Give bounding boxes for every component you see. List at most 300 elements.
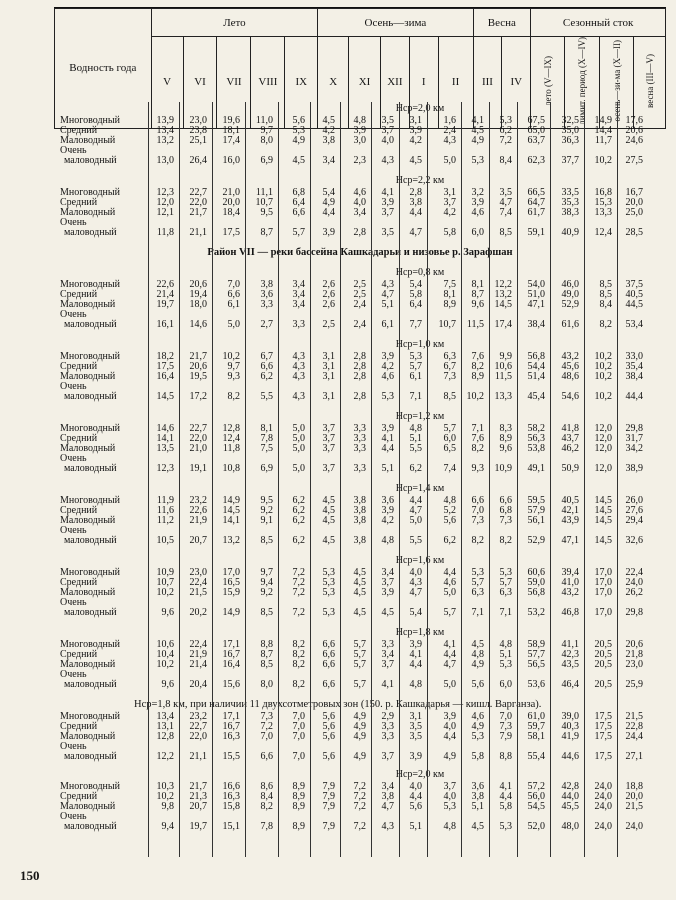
table-cell: 7,1 [409,391,422,402]
table-row [54,228,666,238]
table-row [54,536,666,546]
seasonal-col-label: осень—зи-ма (X—II) [611,40,622,122]
table-cell: 7,0 [260,731,273,742]
table-cell: 4,3 [292,371,305,382]
table-cell: 5,2 [443,505,456,516]
table-cell: 6,1 [381,319,394,330]
table-cell: 6,6 [322,649,335,660]
table-cell: 8,9 [292,801,305,812]
row-label: Средний [60,125,98,136]
table-cell: 4,5 [353,567,366,578]
table-cell: 29,8 [625,423,643,434]
table-cell: 3,6 [471,781,484,792]
header-month: VII [217,37,251,129]
table-cell: 13,0 [156,155,174,166]
table-section [54,102,666,174]
row-label: Многоводный [60,187,120,198]
table-cell: 21,0 [189,443,207,454]
table-cell: 25,1 [189,135,207,146]
table-cell: 9,6 [471,299,484,310]
header-month: IX [285,37,318,129]
table-cell: 9,5 [260,207,273,218]
table-cell: 2,4 [443,125,456,136]
table-cell: 3,7 [381,659,394,670]
table-cell: 53,8 [527,443,545,454]
table-cell: 16,0 [222,155,240,166]
table-cell: 7,2 [353,821,366,832]
table-cell: 2,8 [353,361,366,372]
table-cell: 4,9 [443,751,456,762]
table-cell: 15,1 [222,821,240,832]
table-cell: 10,7 [255,197,273,208]
table-cell: 7,8 [260,821,273,832]
table-cell: 4,2 [322,125,335,136]
table-cell: 3,3 [353,443,366,454]
table-cell: 4,1 [409,649,422,660]
table-cell: 4,7 [409,505,422,516]
table-cell: 43,2 [561,587,579,598]
section-title: Hср=2,2 км [395,175,445,186]
table-cell: 3,8 [353,495,366,506]
table-row [54,464,666,474]
table-cell: 5,7 [443,423,456,434]
table-cell: 15,5 [222,751,240,762]
table-cell: 4,5 [353,577,366,588]
table-cell: 8,2 [260,801,273,812]
table-cell: 20,0 [222,197,240,208]
table-section [54,554,666,626]
table-cell: 3,9 [381,587,394,598]
table-cell: 41,9 [561,731,579,742]
table-cell: 63,7 [527,135,545,146]
table-cell: 14,1 [156,433,174,444]
table-cell: 16,7 [222,649,240,660]
table-cell: 22,6 [189,505,207,516]
table-cell: 38,9 [625,463,643,474]
table-cell: 2,5 [353,279,366,290]
table-cell: 3,8 [353,535,366,546]
table-section [54,626,666,698]
table-cell: 15,8 [222,801,240,812]
header-col-label: Водность года [55,9,152,129]
table-cell: 2,4 [353,299,366,310]
table-cell: 56,3 [527,433,545,444]
table-cell: 3,4 [292,299,305,310]
table-row [54,372,666,382]
table-cell: 6,9 [260,463,273,474]
table-cell: 26,2 [625,587,643,598]
table-cell: 11,5 [466,319,484,330]
table-row [54,660,666,670]
row-label: Многоводный [60,115,120,126]
table-cell: 23,2 [189,711,207,722]
table-cell: 2,8 [353,371,366,382]
table-cell: 17,0 [594,587,612,598]
table-row [54,208,666,218]
table-cell: 4,9 [353,751,366,762]
table-cell: 9,7 [227,361,240,372]
table-cell: 65,0 [527,125,545,136]
table-cell: 3,8 [353,515,366,526]
table-cell: 6,2 [409,463,422,474]
table-cell: 57,9 [527,505,545,516]
table-cell: 3,7 [322,443,335,454]
table-cell: 2,5 [353,289,366,300]
table-cell: 23,2 [189,495,207,506]
table-cell: 40,5 [561,495,579,506]
table-cell: 18,1 [222,125,240,136]
table-cell: 4,6 [353,187,366,198]
row-label: Маловодный [60,299,116,310]
table-cell: 3,3 [381,731,394,742]
table-cell: 20,7 [189,801,207,812]
row-label: маловодный [64,391,117,402]
table-cell: 3,5 [409,721,422,732]
table-cell: 5,0 [292,463,305,474]
table-cell: 12,0 [594,433,612,444]
table-cell: 5,7 [292,227,305,238]
table-cell: 8,6 [260,781,273,792]
table-cell: 61,7 [527,207,545,218]
table-cell: 3,6 [381,495,394,506]
table-cell: 14,4 [594,125,612,136]
table-cell: 48,0 [561,821,579,832]
table-cell: 56,1 [527,515,545,526]
table-cell: 7,6 [471,433,484,444]
table-cell: 7,0 [292,721,305,732]
table-cell: 6,6 [322,659,335,670]
table-cell: 18,0 [189,299,207,310]
table-cell: 4,0 [443,721,456,732]
table-cell: 11,7 [594,135,612,146]
table-cell: 16,3 [222,731,240,742]
table-cell: 23,0 [625,659,643,670]
table-cell: 8,5 [260,535,273,546]
table-cell: 5,1 [409,821,422,832]
column-rule [399,102,400,857]
table-cell: 11,6 [156,505,174,516]
row-label: Маловодный [60,659,116,670]
table-cell: 59,5 [527,495,545,506]
table-cell: 3,9 [381,197,394,208]
table-cell: 11,9 [156,495,174,506]
table-row [54,752,666,762]
table-cell: 21,9 [189,515,207,526]
table-cell: 24,0 [594,781,612,792]
table-cell: 52,9 [527,535,545,546]
section-title: Hср=1,8 км [395,627,445,638]
table-cell: 7,1 [499,607,512,618]
row-label: Маловодный [60,587,116,598]
table-cell: 21,4 [189,659,207,670]
table-cell: 3,1 [443,187,456,198]
table-cell: 45,5 [561,801,579,812]
row-label: Очень [60,525,87,536]
table-cell: 25,9 [625,679,643,690]
table-cell: 5,6 [471,679,484,690]
table-cell: 4,2 [381,361,394,372]
table-cell: 4,4 [499,791,512,802]
table-cell: 18,2 [156,351,174,362]
table-cell: 12,8 [222,423,240,434]
table-cell: 4,5 [409,155,422,166]
table-cell: 2,8 [353,391,366,402]
table-cell: 4,4 [322,207,335,218]
table-cell: 3,9 [409,125,422,136]
table-cell: 34,2 [625,443,643,454]
table-cell: 16,5 [222,577,240,588]
table-cell: 2,4 [353,319,366,330]
table-cell: 4,0 [443,791,456,802]
seasonal-col-label: лето (V—IX) [542,55,553,106]
row-label: Очень [60,145,87,156]
row-label: Средний [60,649,98,660]
table-cell: 5,1 [471,801,484,812]
table-cell: 22,7 [189,187,207,198]
table-cell: 33,0 [625,351,643,362]
table-cell: 8,2 [471,535,484,546]
table-cell: 22,4 [189,577,207,588]
row-label: Маловодный [60,371,116,382]
table-row [54,822,666,832]
row-label: маловодный [64,821,117,832]
table-cell: 3,3 [260,299,273,310]
table-cell: 3,7 [381,125,394,136]
table-cell: 17,0 [594,607,612,618]
table-cell: 37,7 [561,155,579,166]
table-cell: 24,0 [625,821,643,832]
table-cell: 4,7 [499,197,512,208]
table-cell: 21,8 [625,649,643,660]
table-cell: 3,3 [353,463,366,474]
table-cell: 17,4 [494,319,512,330]
table-cell: 5,1 [499,649,512,660]
table-cell: 3,9 [381,505,394,516]
table-cell: 5,6 [292,115,305,126]
table-cell: 22,8 [625,721,643,732]
table-cell: 3,8 [409,197,422,208]
table-cell: 3,1 [322,391,335,402]
table-cell: 6,2 [499,125,512,136]
table-cell: 14,6 [189,319,207,330]
table-cell: 4,6 [471,207,484,218]
table-cell: 32,6 [625,535,643,546]
row-label: маловодный [64,607,117,618]
header-month: XII [380,37,409,129]
table-cell: 4,9 [322,197,335,208]
table-cell: 27,1 [625,751,643,762]
table-cell: 20,5 [594,639,612,650]
table-cell: 5,5 [260,391,273,402]
table-cell: 21,7 [189,207,207,218]
header-month: XI [349,37,381,129]
table-cell: 4,1 [381,187,394,198]
row-label: Средний [60,361,98,372]
table-cell: 10,8 [222,463,240,474]
table-cell: 22,7 [189,423,207,434]
table-cell: 8,7 [260,649,273,660]
table-cell: 13,2 [156,135,174,146]
table-cell: 55,4 [527,751,545,762]
table-cell: 3,7 [443,197,456,208]
table-cell: 22,0 [189,731,207,742]
table-row [54,320,666,330]
table-cell: 46,0 [561,279,579,290]
table-cell: 41,8 [561,423,579,434]
table-cell: 21,5 [625,801,643,812]
table-cell: 3,1 [322,361,335,372]
table-cell: 20,6 [189,279,207,290]
table-cell: 48,6 [561,371,579,382]
table-cell: 6,6 [499,495,512,506]
table-cell: 5,5 [409,443,422,454]
table-cell: 4,4 [409,495,422,506]
table-cell: 58,1 [527,731,545,742]
table-cell: 3,9 [353,125,366,136]
table-cell: 17,5 [594,721,612,732]
table-cell: 4,5 [471,125,484,136]
table-cell: 5,3 [499,659,512,670]
table-cell: 6,6 [322,679,335,690]
table-cell: 8,8 [260,639,273,650]
table-cell: 13,3 [594,207,612,218]
table-cell: 3,7 [322,463,335,474]
table-cell: 14,9 [594,115,612,126]
table-cell: 59,0 [527,577,545,588]
table-cell: 8,2 [471,361,484,372]
table-cell: 7,4 [499,207,512,218]
table-section [54,768,666,840]
table-cell: 13,2 [494,289,512,300]
table-cell: 5,3 [471,731,484,742]
table-cell: 2,8 [353,227,366,238]
table-cell: 32,5 [561,115,579,126]
table-cell: 57,7 [527,649,545,660]
table-cell: 62,3 [527,155,545,166]
table-row [54,392,666,402]
table-cell: 3,9 [443,711,456,722]
table-cell: 5,0 [292,423,305,434]
table-cell: 17,1 [222,639,240,650]
table-cell: 4,8 [409,423,422,434]
table-cell: 5,8 [409,289,422,300]
table-cell: 3,6 [260,289,273,300]
header-month: X [318,37,349,129]
table-cell: 7,3 [443,371,456,382]
table-cell: 4,5 [353,587,366,598]
table-cell: 17,0 [594,577,612,588]
table-cell: 29,8 [625,607,643,618]
table-cell: 16,1 [156,319,174,330]
table-cell: 36,3 [561,135,579,146]
row-label: Многоводный [60,423,120,434]
table-section [54,698,666,768]
table-cell: 47,1 [527,299,545,310]
table-cell: 20,2 [189,607,207,618]
table-cell: 3,5 [409,731,422,742]
table-row [54,588,666,598]
seasonal-col-label: весна (III—V) [644,53,655,108]
table-cell: 8,7 [260,227,273,238]
table-cell: 10,2 [156,659,174,670]
column-rule [278,102,279,857]
row-label: маловодный [64,535,117,546]
table-cell: 42,8 [561,781,579,792]
table-cell: 7,9 [322,821,335,832]
table-cell: 10,6 [156,639,174,650]
table-cell: 7,9 [322,801,335,812]
table-row [54,680,666,690]
row-label: Очень [60,309,87,320]
table-cell: 8,9 [499,433,512,444]
table-cell: 4,4 [443,567,456,578]
row-label: Многоводный [60,639,120,650]
table-cell: 61,0 [527,711,545,722]
table-cell: 17,0 [594,567,612,578]
table-cell: 6,3 [471,587,484,598]
table-cell: 12,0 [594,423,612,434]
table-cell: 21,7 [189,351,207,362]
table-cell: 51,0 [527,289,545,300]
header-month: III [473,37,502,129]
table-row [54,300,666,310]
table-cell: 11,8 [222,443,240,454]
table-cell: 2,6 [322,299,335,310]
row-label: Очень [60,811,87,822]
table-cell: 6,6 [227,289,240,300]
table-cell: 10,2 [156,791,174,802]
table-cell: 3,7 [381,207,394,218]
page-number: 150 [20,868,40,883]
table-cell: 10,9 [494,463,512,474]
table-cell: 38,4 [527,319,545,330]
table-cell: 3,1 [322,351,335,362]
table-cell: 3,8 [381,791,394,802]
table-cell: 57,2 [527,781,545,792]
table-cell: 4,3 [381,279,394,290]
table-cell: 2,6 [322,279,335,290]
table-cell: 6,7 [260,351,273,362]
table-cell: 8,4 [499,155,512,166]
table-cell: 5,3 [322,577,335,588]
column-rule [340,102,341,857]
table-cell: 6,8 [292,187,305,198]
table-cell: 51,4 [527,371,545,382]
table-cell: 4,4 [409,207,422,218]
table-cell: 5,1 [381,463,394,474]
table-section [54,338,666,410]
table-cell: 46,2 [561,443,579,454]
table-cell: 64,7 [527,197,545,208]
table-cell: 16,7 [625,187,643,198]
table-cell: 21,4 [156,289,174,300]
table-cell: 8,2 [471,443,484,454]
table-section [54,410,666,482]
table-cell: 3,7 [322,433,335,444]
table-cell: 7,0 [292,751,305,762]
table-cell: 21,3 [189,791,207,802]
table-cell: 3,9 [322,227,335,238]
table-cell: 6,2 [260,371,273,382]
table-cell: 8,2 [292,639,305,650]
column-rule [148,102,149,857]
table-row [54,136,666,146]
table-section [54,482,666,554]
table-cell: 21,9 [189,649,207,660]
table-cell: 14,6 [156,423,174,434]
table-cell: 10,3 [156,781,174,792]
table-cell: 8,9 [443,299,456,310]
